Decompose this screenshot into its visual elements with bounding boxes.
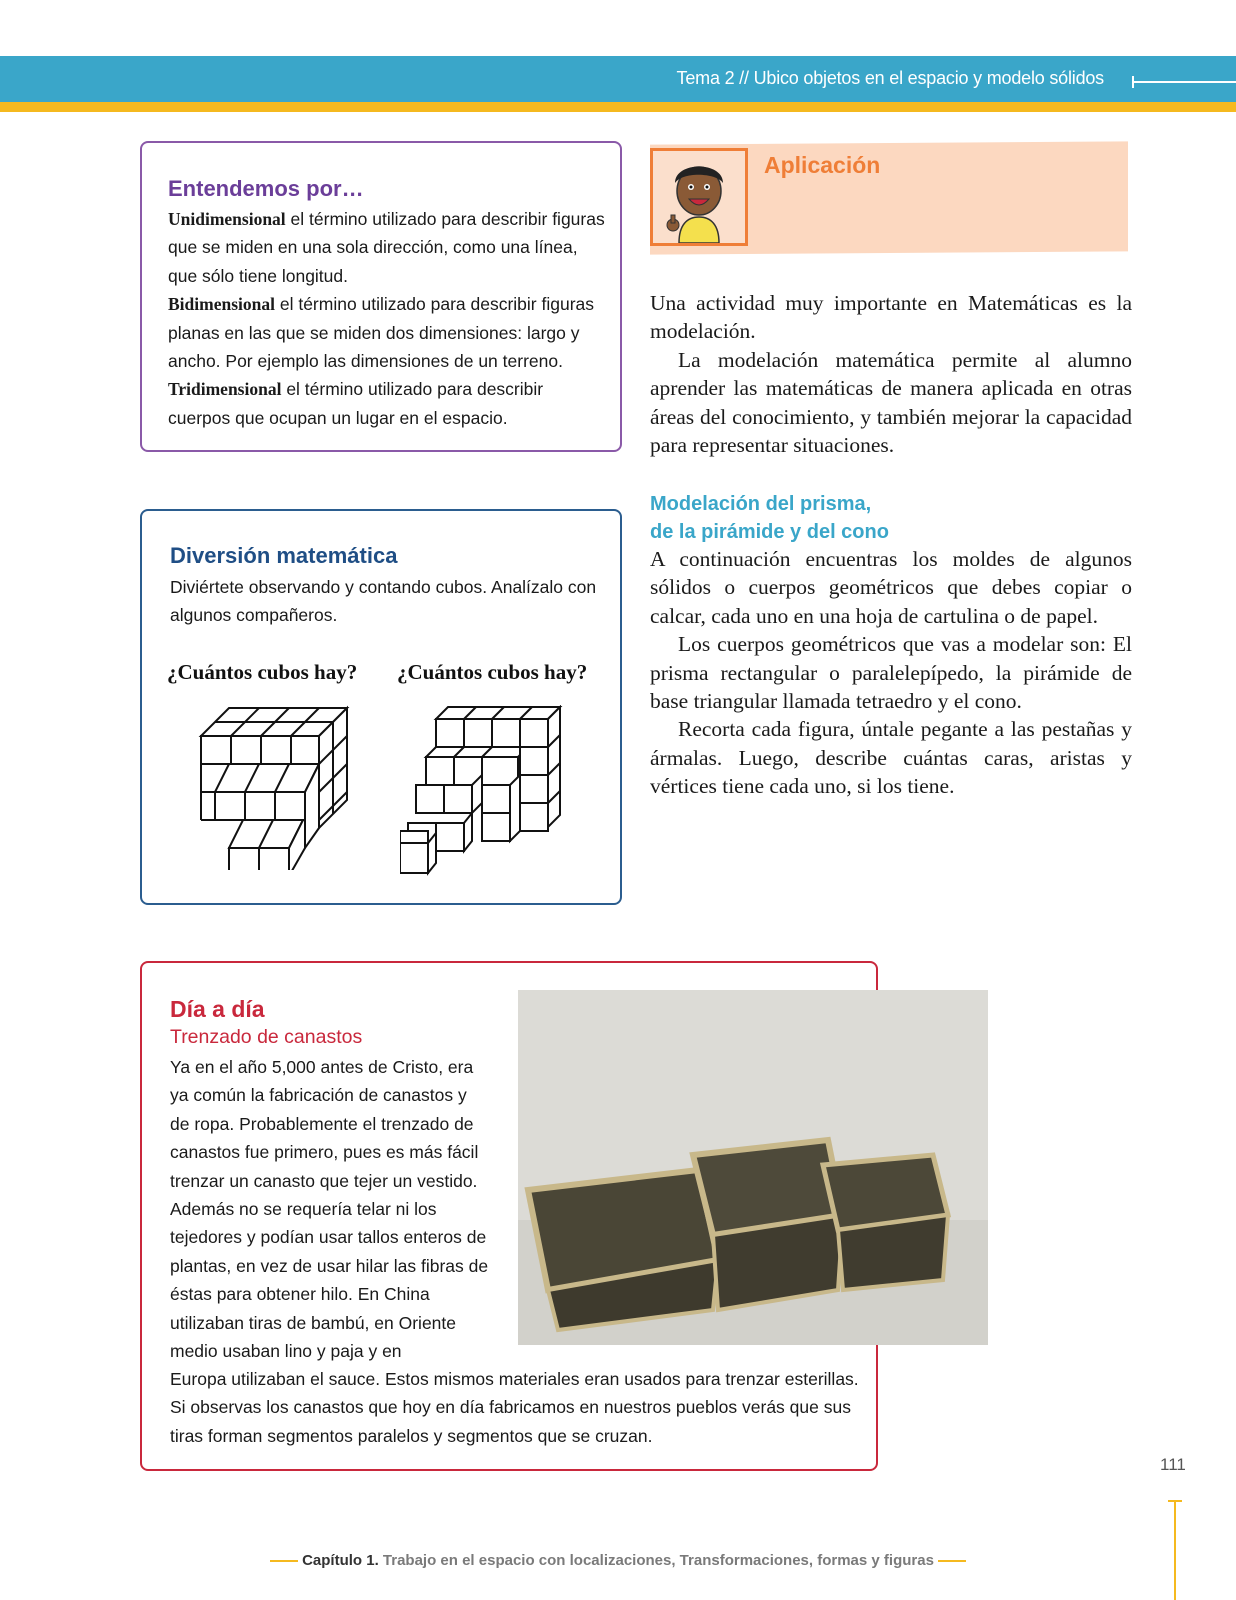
student-avatar-icon [653, 151, 745, 243]
side-line [1174, 1500, 1176, 1600]
header-title: Tema 2 // Ubico objetos en el espacio y modelo sólidos [676, 68, 1104, 88]
modelacion-paragraph: A continuación encuentras los moldes de algunos sólidos o cuerpos geométricos que debes copiar o calcar, cada uno en una hoja de cartulina o de papel. [650, 547, 1132, 628]
header-line [1132, 81, 1236, 83]
aplicacion-title: Aplicación [764, 152, 881, 178]
modelacion-paragraph: Recorta cada figura, úntale pegante a las pestañas y ármalas. Luego, describe cuántas caras, aristas y vértices tiene cada uno, si los tiene. [650, 717, 1132, 799]
diversion-text: Diviértete observando y contando cubos. Analízalo con algunos compañeros. [170, 577, 597, 626]
aplicacion-paragraph: La modelación matemática permite al alumno aprender las matemáticas de manera aplicada en otras áreas del conocimiento, y también mejorar la capacidad para representar situaciones. [650, 347, 1132, 458]
cube-stack-left [195, 700, 355, 870]
aplicacion-frame [650, 148, 748, 246]
definition-text: el término utilizado para describir figuras planas en las que se miden dos dimensiones: largo y ancho. Por ejemplo las dimensiones de un terreno. [168, 294, 595, 372]
modelacion-title [650, 490, 1132, 546]
definition-list [168, 205, 608, 432]
dia-a-dia-subtitle: Trenzado de canastos [170, 1026, 363, 1048]
cube-question-right: ¿Cuántos cubos hay? [397, 660, 588, 684]
modelacion-title-line: Modelación del prisma, [650, 493, 872, 515]
definition-text: el término utilizado para describir cuerpos que ocupan un lugar en el espacio. [168, 379, 544, 428]
footer-chapter: Capítulo 1. [302, 1552, 379, 1569]
definition-text: el término utilizado para describir figuras que se miden en una sola dirección, como una línea, que sólo tiene longitud. [168, 209, 605, 286]
baskets-photo [518, 990, 988, 1345]
modelacion-text [650, 545, 1132, 801]
aplicacion-paragraph: Una actividad muy importante en Matemáticas es la modelación. [650, 291, 1132, 344]
header-stripe [0, 102, 1236, 112]
cube-question-left: ¿Cuántos cubos hay? [167, 660, 358, 684]
footer-line-left [270, 1560, 298, 1562]
page-number: 111 [1160, 1455, 1186, 1474]
definition-item [168, 375, 608, 432]
entendemos-title: Entendemos por… [168, 176, 364, 201]
aplicacion-text [650, 289, 1132, 459]
cube-stack-right [400, 705, 570, 880]
definition-item [168, 205, 608, 290]
dia-a-dia-text: Ya en el año 5,000 antes de Cristo, era ya común la fabricación de canastos y de ropa. Probablemente el trenzado de canastos fue primero, pues es más fácil trenzar un canasto que tejer un vestido. Además no se requería telar ni los tejedores y podían usar tallos enteros de plantas, en vez de usar hilar las fibras de éstas para obtener hilo. En China utilizaban tiras de bambú, en Oriente medio usaban lino y paja y en [170, 1057, 489, 1362]
definition-term: Bidimensional [168, 294, 275, 315]
diversion-title: Diversión matemática [170, 543, 398, 568]
definition-term: Tridimensional [168, 379, 282, 400]
modelacion-title-line: de la pirámide y del cono [650, 521, 889, 543]
dia-a-dia-title: Día a día [170, 996, 265, 1022]
footer [0, 1552, 1236, 1569]
dia-a-dia-text-continued: Europa utilizaban el sauce. Estos mismos materiales eran usados para trenzar esterillas. Si observas los canastos que hoy en día fabricamos en nuestros pueblos verás que sus tiras forman segmentos paralelos y segmentos que se cruzan. [170, 1369, 859, 1446]
baskets-illustration [518, 990, 988, 1345]
modelacion-paragraph: Los cuerpos geométricos que vas a modelar son: El prisma rectangular o paralelepípedo, la pirámide de base triangular llamada tetraedro y el cono. [650, 632, 1132, 714]
footer-text: Trabajo en el espacio con localizaciones, Transformaciones, formas y figuras [378, 1552, 934, 1569]
definition-item [168, 290, 608, 375]
footer-line-right [938, 1560, 966, 1562]
definition-term: Unidimensional [168, 209, 286, 229]
